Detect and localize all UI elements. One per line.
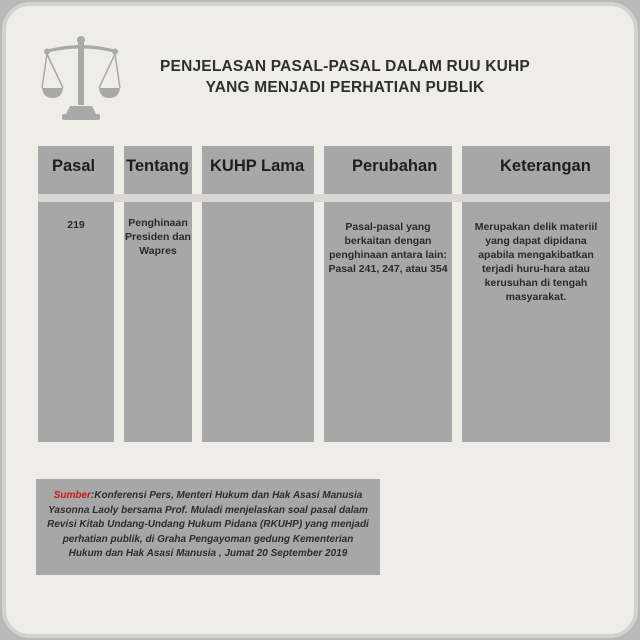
cell-keterangan [462, 202, 610, 442]
title-line-1: PENJELASAN PASAL-PASAL DALAM RUU KUHP [160, 58, 530, 75]
source-line: Yasonna Laoly bersama Prof. Muladi menjelaskan soal pasal dalam [48, 504, 368, 516]
tentang-line: Wapres [139, 245, 177, 257]
cell-tentang [124, 202, 192, 442]
header-tentang-label: Tentang [126, 157, 189, 175]
header-pasal-label: Pasal [52, 157, 96, 175]
scales-of-justice-icon [40, 34, 122, 122]
source-label: Sumber [53, 490, 91, 501]
header-kuhp-lama [202, 146, 314, 194]
keterangan-line: Merupakan delik materiil [474, 221, 598, 233]
keterangan-line: yang dapat dipidana [485, 235, 587, 247]
page-title [130, 56, 560, 98]
tentang-line: Presiden dan [125, 231, 191, 243]
keterangan-line: kerusuhan di tengah [484, 277, 588, 289]
header-perubahan [324, 146, 452, 194]
header-keterangan-label: Keterangan [500, 157, 591, 175]
source-line: perhatian publik, di Graha Pengayoman gedung Kementerian [62, 533, 354, 545]
perubahan-line: Pasal 241, 247, atau 354 [328, 263, 448, 275]
cell-kuhp-lama [202, 202, 314, 442]
header-tentang [124, 146, 192, 194]
tentang-line: Penghinaan [128, 217, 188, 229]
header-keterangan [462, 146, 610, 194]
cell-pasal [38, 202, 114, 442]
source-text: :Konferensi Pers, Menteri Hukum dan Hak Asasi Manusia [90, 490, 363, 501]
perubahan-line: berkaitan dengan [344, 235, 432, 247]
source-line: Hukum dan Hak Asasi Manusia , Jumat 20 September 2019 [68, 548, 348, 560]
header-perubahan-label: Perubahan [352, 157, 438, 175]
source-line [44, 489, 372, 504]
keterangan-line: masyarakat. [505, 291, 567, 303]
pasal-value: 219 [67, 219, 85, 231]
source-box [36, 479, 380, 575]
title-line-2: YANG MENJADI PERHATIAN PUBLIK [205, 79, 485, 96]
header-pasal [38, 146, 114, 194]
keterangan-line: apabila mengakibatkan [478, 249, 594, 261]
perubahan-line: Pasal-pasal yang [345, 221, 431, 233]
perubahan-line: penghinaan antara lain: [329, 249, 447, 261]
header-divider [38, 194, 610, 202]
cell-perubahan [324, 202, 452, 442]
source-line: Revisi Kitab Undang-Undang Hukum Pidana (RKUHP) yang menjadi [47, 519, 369, 531]
header-kuhp-lama-label: KUHP Lama [210, 157, 305, 175]
keterangan-line: terjadi huru-hara atau [482, 263, 590, 275]
